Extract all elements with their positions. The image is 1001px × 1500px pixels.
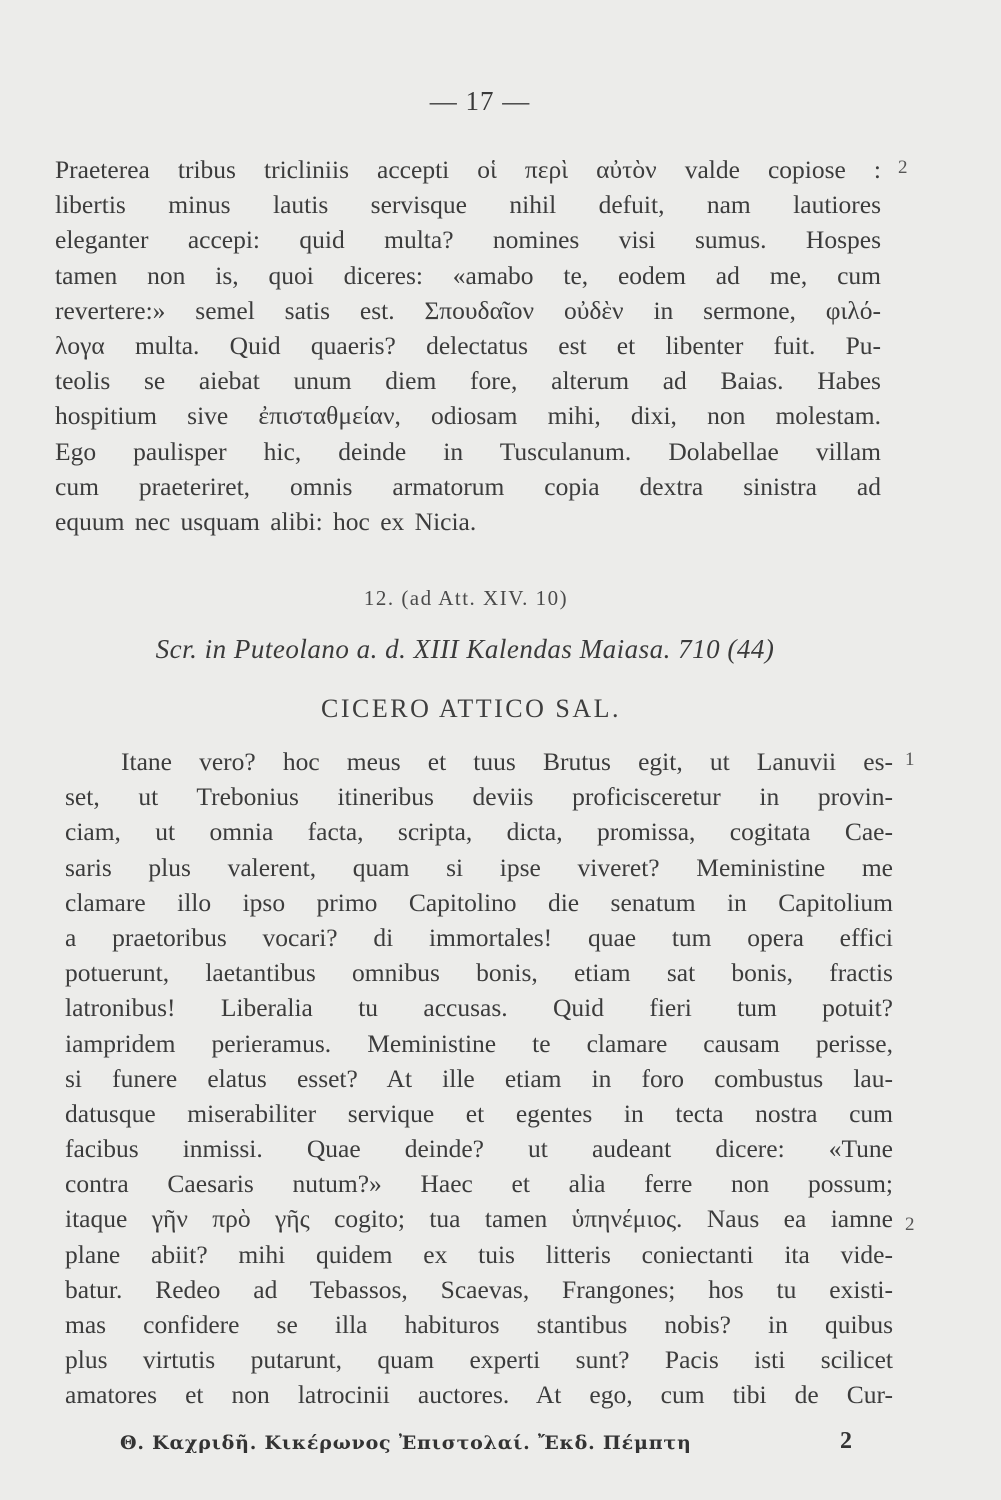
footer-imprint: Θ. Καχριδῆ. Κικέρωνος Ἐπιστολαί. Ἔκδ. Πέμπτη xyxy=(120,1432,692,1454)
text-line: datusque miserabiliter servique et egentes in tecta nostra cum xyxy=(65,1098,893,1128)
letter-number: 12. (ad Att. XIV. 10) xyxy=(363,586,569,610)
salutation: CICERO ATTICO SAL. xyxy=(321,694,621,723)
signature-mark: 2 xyxy=(840,1428,852,1454)
text-line: si funere elatus esset? At ille etiam in foro combustus lau- xyxy=(65,1063,893,1093)
text-line: saris plus valerent, quam si ipse viveret? Meministine me xyxy=(65,852,893,882)
text-line: contra Caesaris nutum?» Haec et alia ferre non possum; xyxy=(65,1169,893,1199)
text-line: mas confidere se illa habituros stantibus nobis? in quibus xyxy=(65,1310,893,1339)
text-line: tamen non is, quoi diceres: «amabo te, eodem ad me, cum xyxy=(55,260,881,290)
text-line: revertere:» semel satis est. Σπουδαῖον οὐδὲν in sermone, φιλό- xyxy=(55,295,881,325)
text-line: a praetoribus vocari? di immortales! quae tum opera effici xyxy=(65,922,893,952)
text-line: clamare illo ipso primo Capitolino die senatum in Capitolium xyxy=(65,887,893,917)
text-line: batur. Redeo ad Tebassos, Scaevas, Frangones; hos tu existi- xyxy=(65,1274,893,1304)
text-line: λογα multa. Quid quaeris? delectatus est et libenter fuit. Pu- xyxy=(55,330,881,360)
text-line: teolis se aiebat unum diem fore, alterum ad Baias. Habes xyxy=(55,366,881,396)
text-line: potuerunt, laetantibus omnibus bonis, etiam sat bonis, fractis xyxy=(65,958,893,988)
text-line: eleganter accepi: quid multa? nomines visi sumus. Hospes xyxy=(55,225,881,255)
page-number: — 17 — xyxy=(429,86,531,116)
text-line: plus virtutis putarunt, quam experti sunt? Pacis isti scilicet xyxy=(65,1345,893,1375)
text-line: Praeterea tribus tricliniis accepti οἱ περὶ αὐτὸν valde copiose : xyxy=(55,155,881,184)
text-line: Itane vero? hoc meus et tuus Brutus egit, ut Lanuvii es- xyxy=(121,747,893,776)
text-line: hospitium sive ἐπισταθμείαν, odiosam mihi, dixi, non molestam. xyxy=(55,401,881,431)
paragraph-2 xyxy=(65,744,893,1413)
paragraph-1 xyxy=(55,152,881,539)
text-line: iampridem perieramus. Meministine te clamare causam perisse, xyxy=(65,1028,893,1058)
text-line: amatores et non latrocinii auctores. At ego, cum tibi de Cur- xyxy=(65,1380,893,1410)
text-line: cum praeteriret, omnis armatorum copia dextra sinistra ad xyxy=(55,471,881,501)
text-line: equum nec usquam alibi: hoc ex Nicia. xyxy=(55,506,477,536)
text-line: facibus inmissi. Quae deinde? ut audeant dicere: «Tune xyxy=(65,1134,893,1164)
margin-section-number: 1 xyxy=(905,749,915,770)
text-line: set, ut Trebonius itineribus deviis proficisceretur in provin- xyxy=(65,782,893,812)
text-line: ciam, ut omnia facta, scripta, dicta, promissa, cogitata Cae- xyxy=(65,817,893,847)
text-line: latronibus! Liberalia tu accusas. Quid fieri tum potuit? xyxy=(65,993,893,1023)
text-line: itaque γῆν πρὸ γῆς cogito; tua tamen ὑπηνέμιος. Naus ea iamne xyxy=(65,1204,893,1234)
text-line: libertis minus lautis servisque nihil defuit, nam lautiores xyxy=(55,190,881,220)
margin-section-number: 2 xyxy=(905,1214,915,1235)
margin-section-number: 2 xyxy=(898,157,908,178)
dateline: Scr. in Puteolano a. d. XIII Kalendas Maiasa. 710 (44) xyxy=(155,634,775,664)
text-line: Ego paulisper hic, deinde in Tusculanum. Dolabellae villam xyxy=(55,436,881,466)
text-line: plane abiit? mihi quidem ex tuis litteris coniectanti ita vide- xyxy=(65,1239,893,1269)
